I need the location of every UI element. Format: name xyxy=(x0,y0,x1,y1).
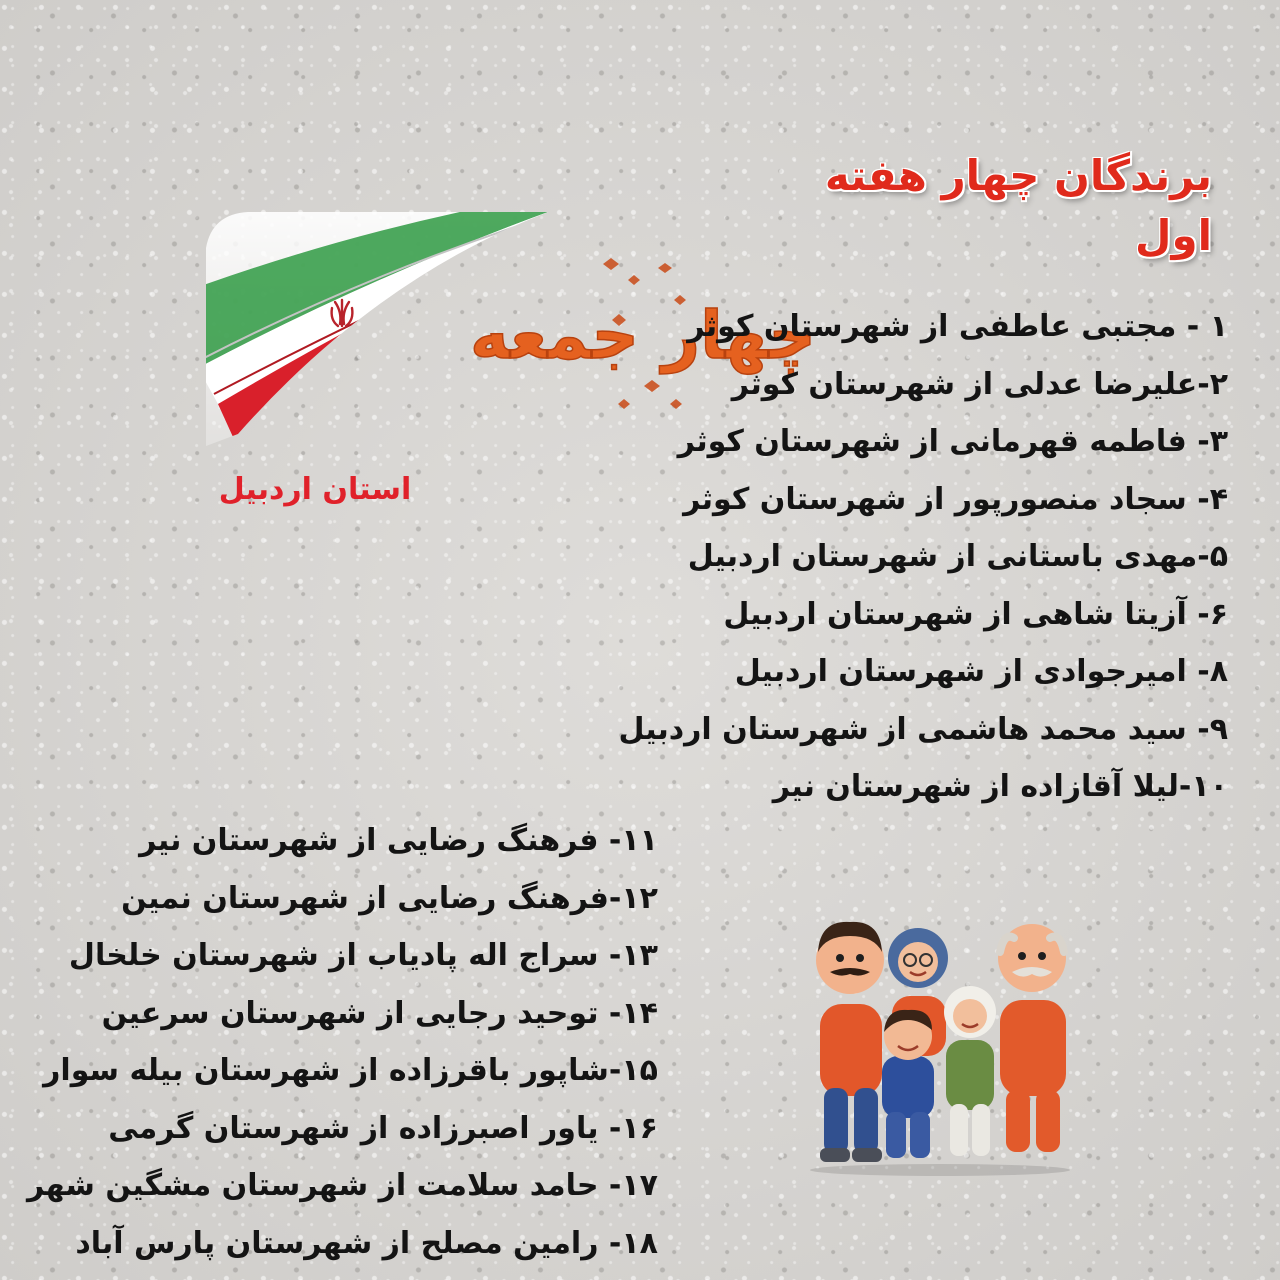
winner-item: ۶- آزیتا شاهی از شهرستان اردبیل xyxy=(723,596,1228,632)
winner-item: ۲-علیرضا عدلی از شهرستان کوثر xyxy=(731,366,1228,402)
logo-text: چهار جمعه xyxy=(470,297,816,374)
winner-item: ۱۷- حامد سلامت از شهرستان مشگین شهر xyxy=(26,1168,658,1203)
child-boy-figure xyxy=(882,1010,934,1158)
winner-item: ۱۳- سراج اله پادیاب از شهرستان خلخال xyxy=(68,938,658,973)
winner-item: ۱۶- یاور اصبرزاده از شهرستان گرمی xyxy=(108,1110,658,1146)
grandfather-figure xyxy=(998,924,1066,1152)
winner-item: ۱۵-شاپور باقرزاده از شهرستان بیله سوار xyxy=(43,1053,658,1088)
winner-item: ۹- سید محمد هاشمی از شهرستان اردبیل xyxy=(618,711,1228,747)
family-cartoon-illustration xyxy=(800,908,1080,1176)
winner-item: ۱۱- فرهنگ رضایی از شهرستان نیر xyxy=(139,823,658,858)
winner-item: ۱۸- رامین مصلح از شهرستان پارس آباد xyxy=(75,1225,658,1261)
winners-list-first xyxy=(608,298,1228,816)
winner-item: ۱۰-لیلا آقازاده از شهرستان نیر xyxy=(772,769,1228,804)
winner-item: ۱۴- توحید رجایی از شهرستان سرعین xyxy=(101,995,658,1031)
winner-item: ۴- سجاد منصورپور از شهرستان کوثر xyxy=(683,481,1228,517)
winner-item: ۸- امیرجوادی از شهرستان اردبیل xyxy=(734,654,1228,689)
winner-item: ۳- فاطمه قهرمانی از شهرستان کوثر xyxy=(677,424,1228,459)
province-label: استان اردبیل xyxy=(218,472,412,507)
winner-item: ۱۲-فرهنگ رضایی از شهرستان نمین xyxy=(121,880,658,916)
winner-item: ۵-مهدی باستانی از شهرستان اردبیل xyxy=(687,539,1228,574)
winner-item: ۱ - مجتبی عاطفی از شهرستان کوثر xyxy=(687,309,1228,344)
page-title: برندگان چهار هفته اول xyxy=(824,151,1212,260)
father-figure xyxy=(816,922,884,1162)
child-girl-figure xyxy=(944,986,996,1156)
winners-list-second xyxy=(26,812,658,1272)
